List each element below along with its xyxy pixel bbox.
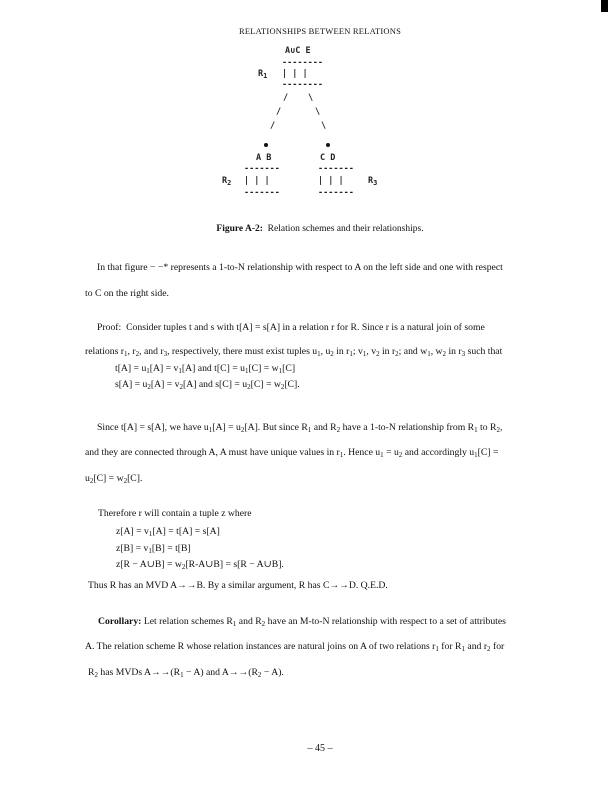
proof-line1: Proof: Consider tuples t and s with t[A] = s[A] in a relation r for R. Since r is a natural join of some: [97, 322, 485, 333]
text-run: [A]. But since R: [244, 422, 308, 433]
subscript: 1: [232, 620, 237, 628]
subscript: 1: [427, 350, 431, 358]
text-run: relations r: [85, 346, 125, 357]
proof-line2: [85, 346, 502, 358]
text-run: [A] and t[C] = u: [181, 363, 245, 374]
text-run: and they are connected through A, A must have unique values in r: [85, 447, 340, 458]
subscript: 2: [487, 645, 491, 653]
text-run: [A] = u: [212, 422, 241, 433]
corollary-line1: Corollary: Let relation schemes $R_1$ and $R_2$ have an M-to-N relationship with respect to a set of attributes: [98, 616, 506, 628]
subscript: 2: [496, 426, 500, 434]
text-run: and R: [311, 422, 337, 433]
subscript: 2: [240, 426, 245, 434]
subscript: 1: [349, 350, 353, 358]
subscript: 1: [208, 426, 213, 434]
subscript: 1: [461, 645, 465, 653]
text-run: ,: [499, 422, 503, 433]
running-head: RELATIONSHIPS BETWEEN RELATIONS: [238, 26, 402, 36]
left-edge: /: [270, 121, 276, 131]
r1-label: $R_1$: [258, 69, 268, 80]
text-run: z[R − A∪B] = w: [116, 559, 182, 570]
scan-corner-mark: [601, 0, 608, 12]
subscript: 2: [181, 563, 186, 571]
r1-bottom-border: --------: [282, 80, 323, 90]
subscript: 2: [89, 477, 94, 485]
therefore-eq3: [116, 559, 284, 571]
text-run: [C] =: [477, 447, 499, 458]
text-run: have an M-to-N relationship with respect to a set of attributes: [265, 616, 506, 627]
subscript: 2: [280, 383, 285, 391]
left-edge: /: [283, 93, 289, 103]
text-run: [A] and s[C] = u: [182, 379, 248, 390]
subscript: 1: [435, 645, 439, 653]
subscript: 2: [330, 350, 334, 358]
one-to-n-dot: [326, 143, 330, 147]
therefore-eq2: [116, 543, 191, 555]
proof-eq2: [115, 379, 300, 391]
subscript: 1: [178, 367, 182, 375]
text-run: has MVDs A→→(R: [97, 667, 181, 678]
text-run: [C] = w: [250, 379, 281, 390]
para1-line1: In that figure − −* represents a 1-to-N relationship with respect to A on the left side and one with respect: [97, 262, 503, 273]
text-run: , v: [366, 346, 377, 357]
right-edge: \: [308, 93, 314, 103]
r2-label: $R_2$: [222, 176, 232, 187]
text-run: [C].: [284, 379, 300, 390]
text-run: and R: [236, 616, 262, 627]
text-run: , r: [127, 346, 136, 357]
subscript: 2: [398, 451, 403, 459]
text-run: z[A] = v: [116, 526, 149, 537]
figure-caption: Figure A-2: Relation schemes and their relationships.: [216, 224, 424, 234]
text-run: , respectively, there must exist tuples u: [167, 346, 318, 357]
right-edge: \: [321, 121, 327, 131]
r1-cells: | | |: [282, 69, 308, 79]
r3-cells: | | |: [318, 176, 344, 186]
corollary-line2: [85, 641, 504, 653]
text-run: [C]: [282, 363, 296, 374]
text-run: in r: [333, 346, 350, 357]
subscript: 1: [278, 367, 283, 375]
therefore-eq1: [116, 526, 220, 538]
text-run: , w: [430, 346, 443, 357]
left-edge: /: [276, 107, 282, 117]
r3-attributes: C D: [320, 153, 336, 163]
text-run: in r: [446, 346, 462, 357]
subscript: 2: [261, 620, 266, 628]
subscript: 2: [442, 350, 447, 358]
text-run: ; v: [352, 346, 363, 357]
subscript: 2: [395, 350, 399, 358]
r1-top-border: --------: [282, 58, 323, 68]
text-run: A. The relation scheme R whose relation instances are natural joins on A of two relations r: [85, 641, 436, 652]
subscript: 1: [307, 426, 312, 434]
subscript: 2: [123, 477, 128, 485]
subscript: 2: [147, 383, 151, 391]
r3-label: $R_3$: [368, 176, 378, 187]
text-run: − A) and A→→(R: [183, 667, 258, 678]
text-run: u: [85, 473, 90, 484]
subscript: 1: [146, 367, 150, 375]
para2-line3: [85, 473, 142, 485]
text-run: and r: [464, 641, 488, 652]
text-run: have a 1-to-N relationship from R: [340, 422, 475, 433]
subscript: 3: [163, 350, 168, 358]
subscript: 2: [94, 671, 98, 679]
subscript: 1: [380, 451, 384, 459]
subscript: 2: [257, 671, 262, 679]
text-run: = u: [383, 447, 399, 458]
text-run: − A).: [261, 667, 284, 678]
text-run: and accordingly u: [402, 447, 475, 458]
text-run: R: [88, 667, 95, 678]
text-run: s[A] = u: [115, 379, 148, 390]
para2-line2: [85, 447, 498, 459]
subscript: 1: [148, 547, 152, 555]
subscript: 1: [180, 671, 184, 679]
subscript: 1: [317, 350, 321, 358]
r1-attributes: A∪C E: [285, 46, 311, 56]
subscript: 2: [179, 383, 183, 391]
qed-line: Thus R has an MVD A→→B. By a similar argument, R has C→→D. Q.E.D.: [88, 580, 388, 591]
text-run: [R-A∪B] = s[R − A∪B].: [185, 559, 284, 570]
therefore-intro: Therefore r will contain a tuple z where: [98, 508, 252, 519]
text-run: Let relation schemes R: [143, 616, 233, 627]
text-run: to R: [477, 422, 497, 433]
text-run: , u: [320, 346, 331, 357]
text-run: in r: [379, 346, 396, 357]
text-run: [A] = v: [150, 379, 180, 390]
text-run: . Hence u: [343, 447, 381, 458]
right-edge: \: [315, 107, 321, 117]
text-run: [C].: [127, 473, 143, 484]
text-run: t[A] = u: [115, 363, 147, 374]
proof-eq1: [115, 363, 295, 375]
subscript: 1: [124, 350, 128, 358]
text-run: , and r: [139, 346, 164, 357]
one-to-n-dot: [264, 143, 268, 147]
text-run: such that: [465, 346, 503, 357]
text-run: for: [490, 641, 505, 652]
subscript: 1: [362, 350, 367, 358]
text-run: [A] = v: [149, 363, 179, 374]
para1-line2: to C on the right side.: [85, 288, 169, 299]
subscript: 2: [336, 426, 341, 434]
subscript: 1: [244, 367, 249, 375]
text-run: Since t[A] = s[A], we have u: [97, 422, 209, 433]
subscript: 1: [148, 530, 153, 538]
text-run: ; and w: [398, 346, 428, 357]
r2-cells: | | |: [244, 176, 270, 186]
subscript: 1: [474, 426, 478, 434]
subscript: 1: [474, 451, 478, 459]
r3-bottom-border: -------: [318, 188, 354, 198]
r2-attributes: A B: [256, 153, 272, 163]
r2-bottom-border: -------: [244, 188, 280, 198]
corollary-line3: [88, 667, 284, 679]
subscript: 1: [339, 451, 344, 459]
r2-top-border: -------: [244, 164, 280, 174]
subscript: 2: [135, 350, 140, 358]
text-run: for R: [438, 641, 462, 652]
r3-top-border: -------: [318, 164, 354, 174]
text-run: [C] = w: [248, 363, 279, 374]
text-run: z[B] = v: [116, 543, 149, 554]
text-run: [C] = w: [93, 473, 124, 484]
page-number: – 45 –: [307, 743, 333, 754]
subscript: 3: [461, 350, 466, 358]
para2-line1: [97, 422, 502, 434]
text-run: [A] = t[A] = s[A]: [152, 526, 220, 537]
text-run: [B] = t[B]: [151, 543, 191, 554]
subscript: 2: [247, 383, 251, 391]
subscript: 2: [376, 350, 380, 358]
